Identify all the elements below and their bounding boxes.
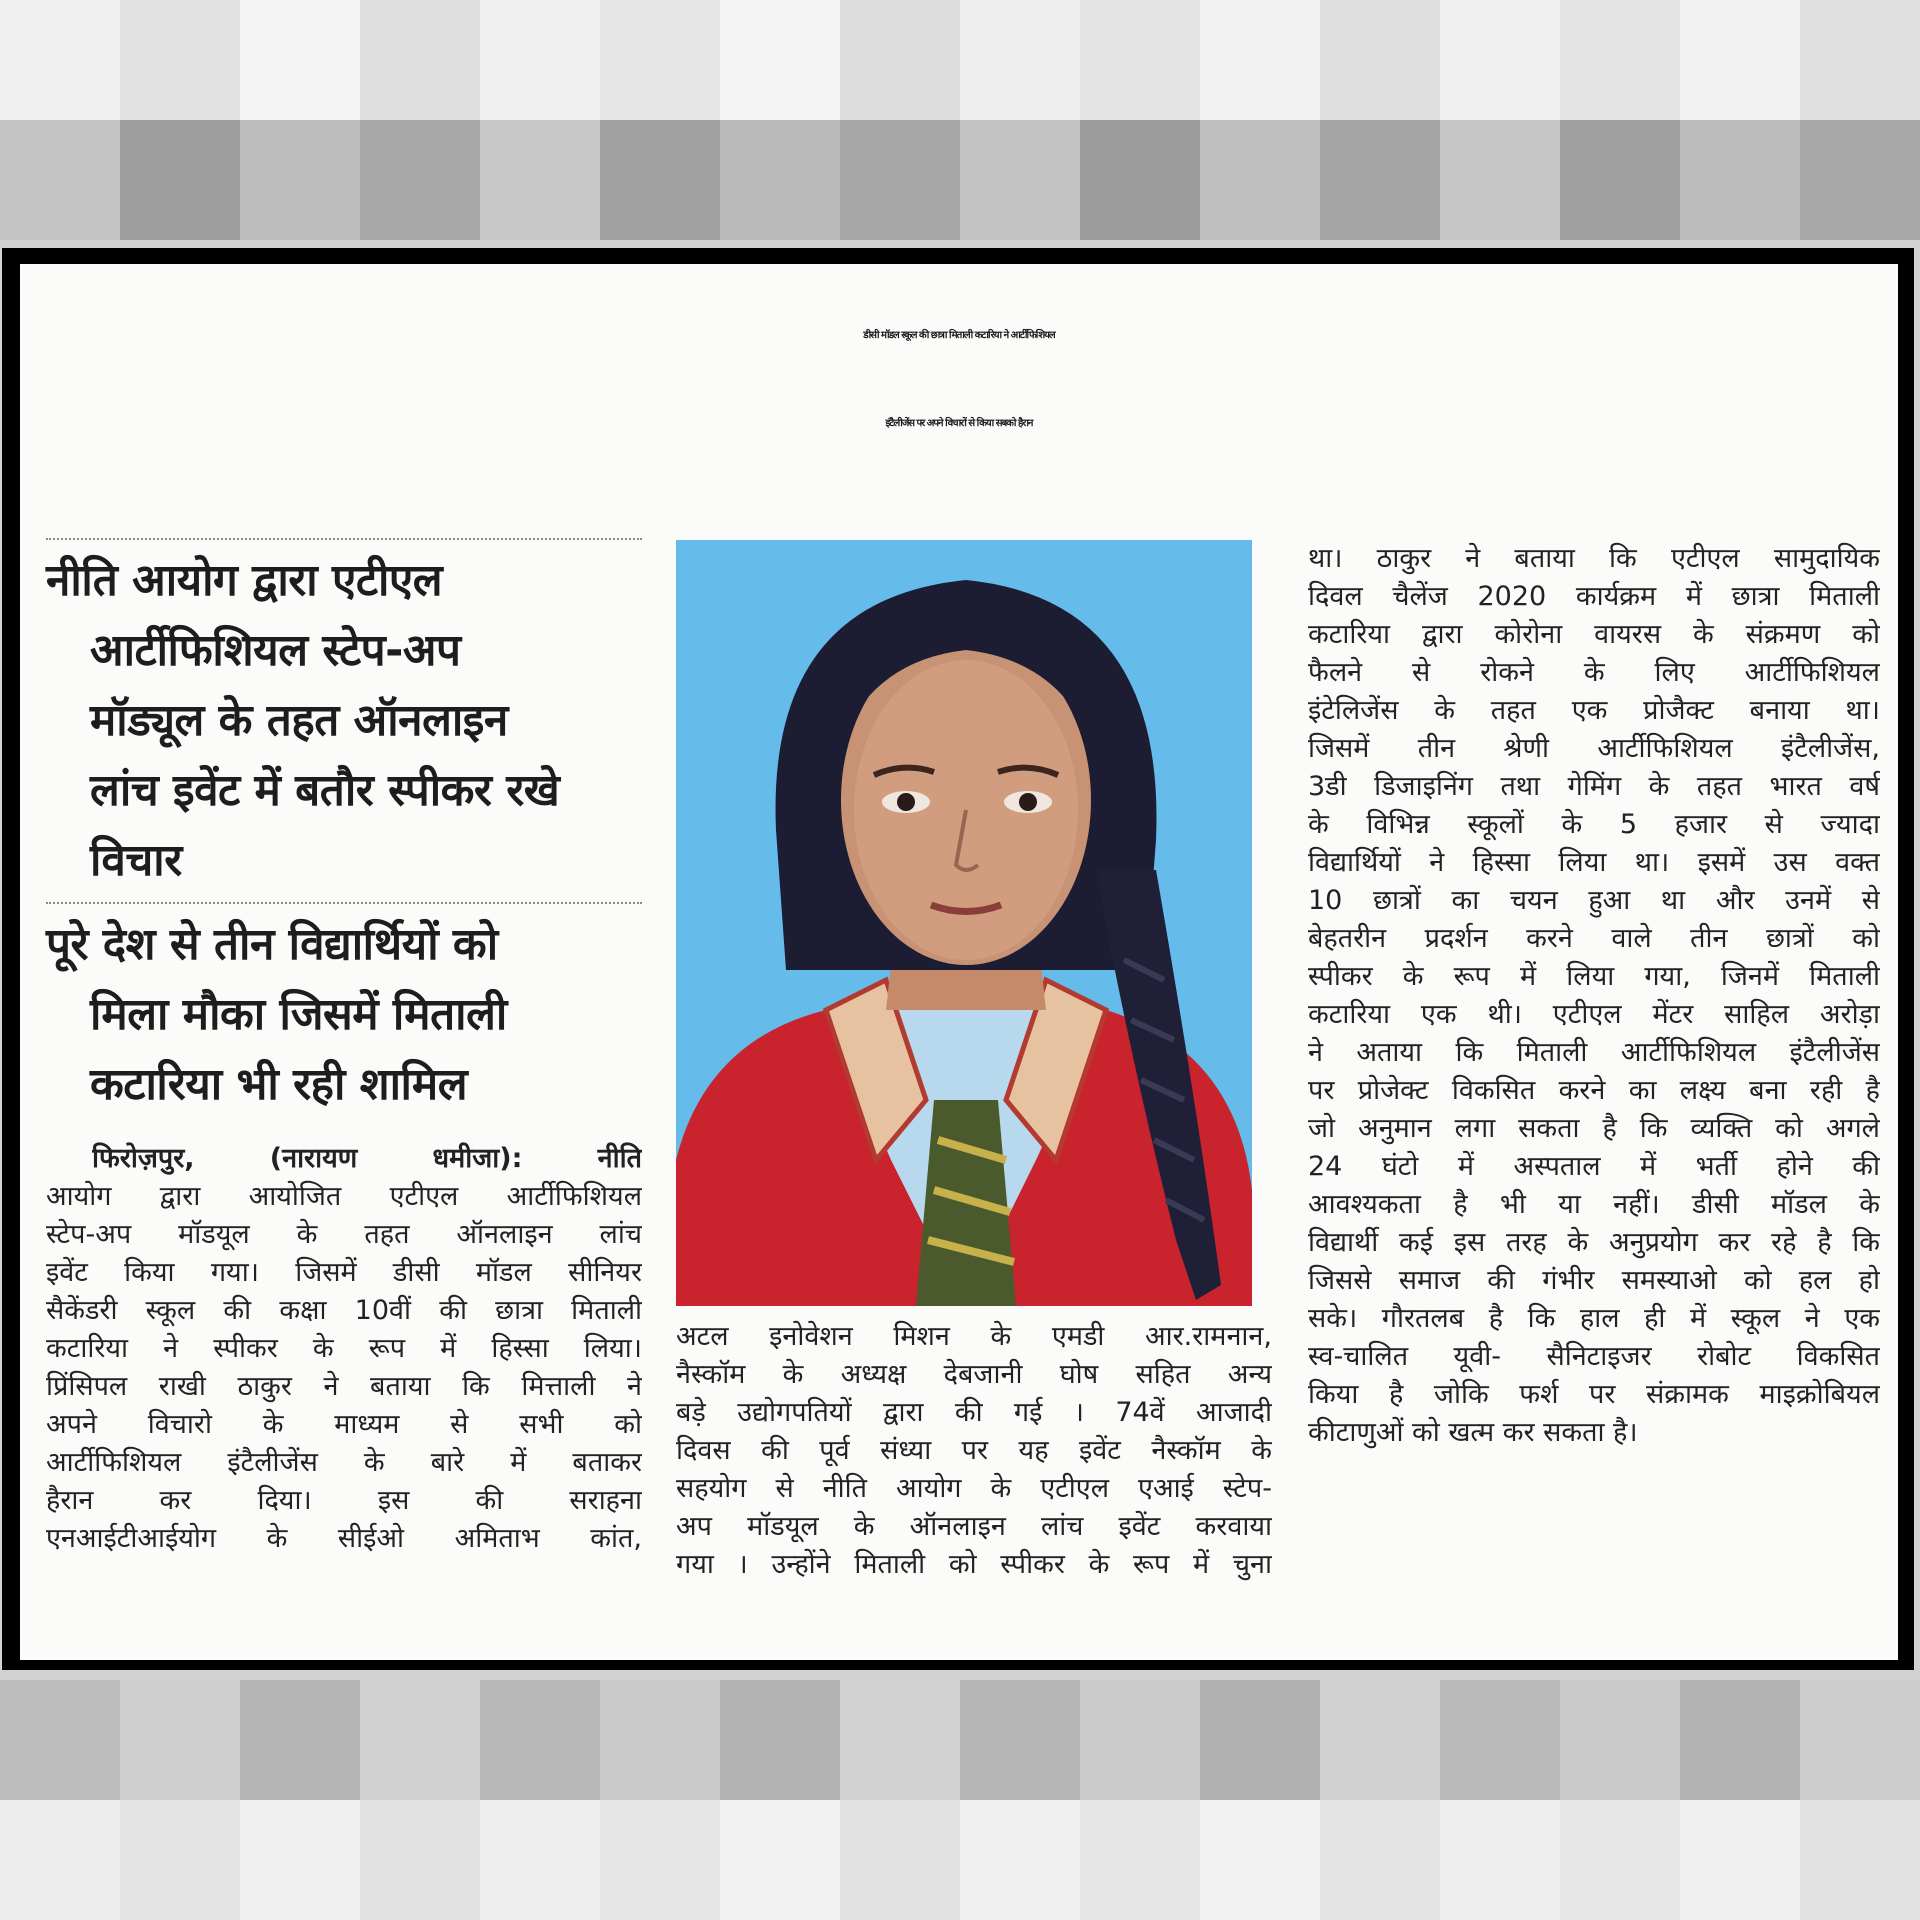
col3-line: विद्यार्थियों ने हिस्सा लिया था। इसमें उस वक्त [1308, 847, 1880, 878]
col3-line: 3डी डिजाइनिंग तथा गेमिंग के तहत भारत वर्ष [1308, 771, 1880, 802]
col3-line: बेहतरीन प्रदर्शन करने वाले तीन छात्रों को [1308, 923, 1880, 954]
col1-line: आयोग द्वारा आयोजित एटीएल आर्टीफिशियल [46, 1181, 642, 1212]
col3-line: विद्यार्थी कई इस तरह के अनुप्रयोग कर रहे है कि [1308, 1227, 1880, 1258]
headline-line-1: डीसी मॉडल स्कूल की छात्रा मिताली कटारिया ने आर्टीफिशियल [863, 330, 1055, 341]
col3-line: फैलने से रोकने के लिए आर्टीफिशियल [1308, 657, 1880, 688]
separator [46, 902, 642, 904]
col3-line: कीटाणुओं को खत्म कर सकता है। [1308, 1417, 1638, 1448]
col1-line: हैरान कर दिया। इस की सराहना [46, 1485, 642, 1516]
subhead-2-line-2: मिला मौका जिसमें मिताली [90, 989, 507, 1040]
col2-line: बड़े उद्योगपतियों द्वारा की गई । 74वें आजादी [676, 1397, 1272, 1428]
col1-line: सैकेंडरी स्कूल की कक्षा 10वीं की छात्रा मिताली [46, 1295, 642, 1326]
col3-line: कटारिया एक थी। एटीएल मेंटर साहिल अरोड़ा [1308, 999, 1880, 1030]
subhead-1-line-1: नीति आयोग द्वारा एटीएल [46, 555, 443, 606]
col1-line: एनआईटीआईयोग के सीईओ अमिताभ कांत, [46, 1523, 642, 1554]
col3-line: किया है जोकि फर्श पर संक्रामक माइक्रोबियल [1308, 1379, 1880, 1410]
subhead-1-line-5: विचार [90, 835, 182, 886]
col3-line: 10 छात्रों का चयन हुआ था और उनमें से [1308, 885, 1880, 916]
col3-line: जो अनुमान लगा सकता है कि व्यक्ति को अगले [1308, 1113, 1880, 1144]
subhead-2-line-3: कटारिया भी रही शामिल [90, 1059, 468, 1110]
subhead-1-line-3: मॉड्यूल के तहत ऑनलाइन [90, 695, 508, 746]
col2-line: अप मॉडयूल के ऑनलाइन लांच इवेंट करवाया [676, 1511, 1272, 1542]
col3-line: स्व-चालित यूवी- सैनिटाइजर रोबोट विकसित [1308, 1341, 1880, 1372]
col2-line: नैस्कॉम के अध्यक्ष देबजानी घोष सहित अन्य [676, 1359, 1272, 1390]
col3-line: जिससे समाज की गंभीर समस्याओ को हल हो [1308, 1265, 1880, 1296]
col1-line: प्रिंसिपल राखी ठाकुर ने बताया कि मित्ताली ने [46, 1371, 642, 1402]
col3-line: दिवल चैलेंज 2020 कार्यक्रम में छात्रा मिताली [1308, 581, 1880, 612]
col3-line: स्पीकर के रूप में लिया गया, जिनमें मिताली [1308, 961, 1880, 992]
col3-line: के विभिन्न स्कूलों के 5 हजार से ज्यादा [1308, 809, 1880, 840]
col1-line: अपने विचारो के माध्यम से सभी को [46, 1409, 642, 1440]
col3-line: इंटेलिजेंस के तहत एक प्रोजैक्ट बनाया था। [1308, 695, 1880, 726]
newspaper-clipping [20, 264, 1898, 1660]
col2-line: गया । उन्होंने मिताली को स्पीकर के रूप में चुना [676, 1549, 1272, 1580]
col1-line: फिरोज़पुर, (नारायण धमीजा): नीति [92, 1143, 642, 1174]
col3-line: जिसमें तीन श्रेणी आर्टीफिशियल इंटैलीजेंस, [1308, 733, 1880, 764]
col3-line: 24 घंटो में अस्पताल में भर्ती होने की [1308, 1151, 1880, 1182]
col3-line: सके। गौरतलब है कि हाल ही में स्कूल ने एक [1308, 1303, 1880, 1334]
col3-line: था। ठाकुर ने बताया कि एटीएल सामुदायिक [1308, 543, 1880, 574]
col3-line: ने अताया कि मिताली आर्टीफिशियल इंटैलीजेंस [1308, 1037, 1880, 1068]
headline-line-2: इंटैलीजेंस पर अपने विचारों से किया सबको हैरान [885, 418, 1033, 429]
col2-line: अटल इनोवेशन मिशन के एमडी आर.रामनान, [676, 1321, 1272, 1352]
subhead-1-line-4: लांच इवेंट में बतौर स्पीकर रखे [90, 765, 560, 816]
subhead-2-line-1: पूरे देश से तीन विद्यार्थियों को [46, 919, 498, 970]
col1-line: आर्टीफिशियल इंटैलीजेंस के बारे में बताकर [46, 1447, 642, 1478]
col1-line: कटारिया ने स्पीकर के रूप में हिस्सा लिया। [46, 1333, 642, 1364]
student-portrait-photo [676, 540, 1252, 1306]
col3-line: आवश्यकता है भी या नहीं। डीसी मॉडल के [1308, 1189, 1880, 1220]
col1-line: इवेंट किया गया। जिसमें डीसी मॉडल सीनियर [46, 1257, 642, 1288]
subhead-1-line-2: आर्टीफिशियल स्टेप-अप [90, 625, 461, 676]
newspaper-clipping-frame [2, 248, 1914, 1670]
col2-line: सहयोग से नीति आयोग के एटीएल एआई स्टेप- [676, 1473, 1272, 1504]
separator [46, 538, 642, 540]
col3-line: पर प्रोजेक्ट विकसित करने का लक्ष्य बना रही है [1308, 1075, 1880, 1106]
col2-line: दिवस की पूर्व संध्या पर यह इवेंट नैस्कॉम के [676, 1435, 1272, 1466]
col1-line: स्टेप-अप मॉडयूल के तहत ऑनलाइन लांच [46, 1219, 642, 1250]
col3-line: कटारिया द्वारा कोरोना वायरस के संक्रमण को [1308, 619, 1880, 650]
